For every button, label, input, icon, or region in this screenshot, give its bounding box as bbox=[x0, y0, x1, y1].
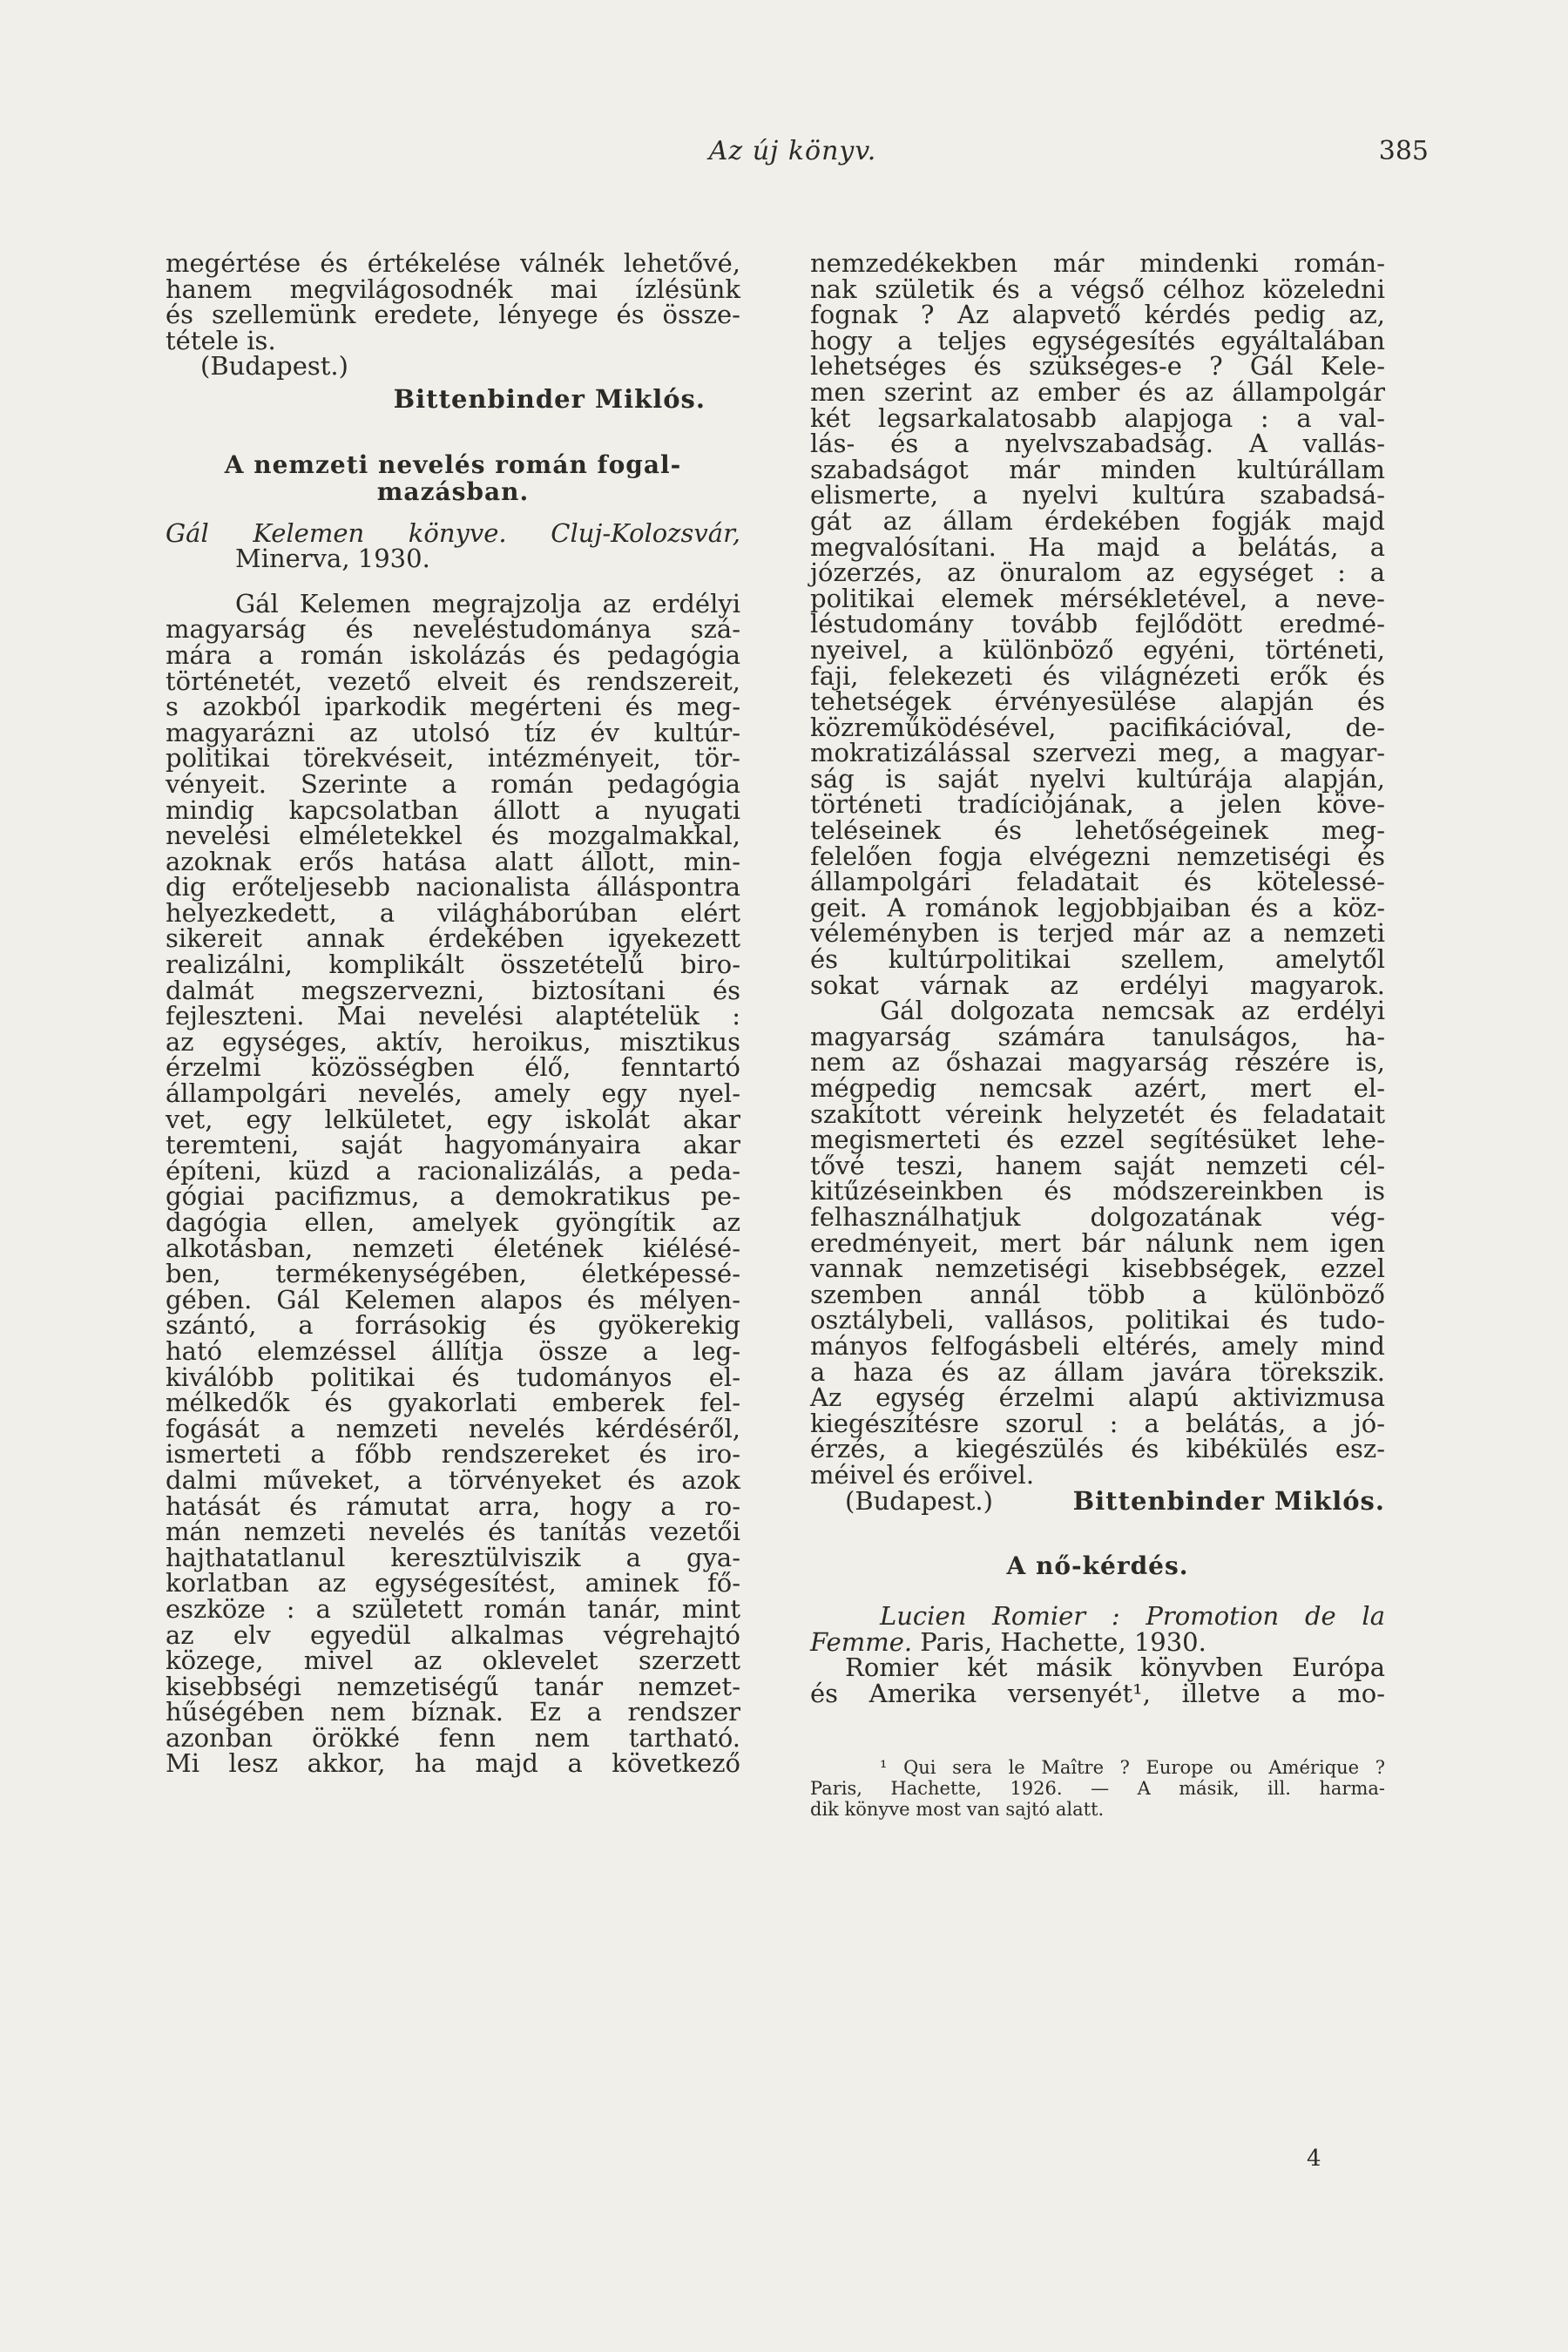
text-line: politikai törekvéseit, intézményeit, tör- bbox=[166, 743, 740, 774]
text-line: véleményben is terjed már az a nemzeti bbox=[810, 918, 1385, 949]
section-title-line: A nemzeti nevelés román fogal- bbox=[224, 449, 682, 479]
source-line: Gál Kelemen könyve. Cluj-Kolozsvár, bbox=[166, 517, 740, 548]
text-line: történetét, vezető elveit és rendszereit, bbox=[166, 666, 740, 696]
signature-line bbox=[810, 1485, 1385, 1516]
text-line: nem az őshazai magyarság részére is, bbox=[810, 1047, 1385, 1078]
text-line: faji, felekezeti és világnézeti erők és bbox=[810, 660, 1385, 691]
text-line: fogását a nemzeti nevelés kérdéséről, bbox=[166, 1413, 740, 1443]
text-line: mán nemzeti nevelés és tanítás vezetői bbox=[166, 1517, 740, 1547]
text-line: azonban örökké fenn nem tartható. bbox=[166, 1722, 740, 1753]
text-line: kitűzéseinkben és módszereinkben is bbox=[810, 1176, 1385, 1206]
footnote bbox=[810, 1757, 1385, 1820]
text-line: mokratizálással szervezi meg, a magyar- bbox=[810, 738, 1385, 768]
text-line: nyeivel, a különböző egyéni, történeti, bbox=[810, 634, 1385, 665]
running-title: Az új könyv. bbox=[708, 136, 877, 166]
text-line: állampolgári nevelés, amely egy nyel- bbox=[166, 1078, 740, 1109]
text-line: tővé teszi, hanem saját nemzeti cél- bbox=[810, 1150, 1385, 1180]
text-line: közreműködésével, pacifikációval, de- bbox=[810, 712, 1385, 742]
text-line: nevelési elméletekkel és mozgalmakkal, bbox=[166, 821, 740, 851]
text-line: mára a román iskolázás és pedagógia bbox=[166, 639, 740, 670]
text-line: fognak ? Az alapvető kérdés pedig az, bbox=[810, 300, 1385, 330]
text-line: dalmát megszervezni, biztosítani és bbox=[166, 975, 740, 1005]
source-publisher: Paris, Hachette, 1930. bbox=[920, 1626, 1206, 1657]
text-line: fejleszteni. Mai nevelési alaptételük : bbox=[166, 1001, 740, 1031]
text-line: két legsarkalatosabb alapjoga : a val- bbox=[810, 402, 1385, 433]
text-line: magyarázni az utolsó tíz év kultúr- bbox=[166, 717, 740, 747]
text-line: szakított véreink helyzetét és feladatait bbox=[810, 1098, 1385, 1129]
text-line: helyezkedett, a világháborúban elért bbox=[166, 897, 740, 928]
left-column bbox=[166, 248, 740, 1779]
reviewer-signature: Bittenbinder Miklós. bbox=[393, 383, 706, 414]
source-line: Minerva, 1930. bbox=[235, 544, 430, 574]
text-line: s azokból iparkodik megérteni és meg- bbox=[166, 692, 740, 722]
text-line: ható elemzéssel állítja össze a leg- bbox=[166, 1335, 740, 1366]
text-line: ság is saját nyelvi kultúrája alapján, bbox=[810, 763, 1385, 794]
text-line: Mi lesz akkor, ha majd a következő bbox=[166, 1748, 740, 1779]
text-line: dig erőteljesebb nacionalista álláspontra bbox=[166, 872, 740, 902]
printer-signature-mark: 4 bbox=[1307, 2146, 1321, 2172]
review-body bbox=[166, 588, 740, 1779]
footnote-line: dik könyve most van sajtó alatt. bbox=[810, 1799, 1105, 1821]
text-line: hajthatatlanul keresztülviszik a gya- bbox=[166, 1542, 740, 1572]
text-line: léstudomány tovább fejlődött eredmé- bbox=[810, 609, 1385, 639]
right-column bbox=[810, 248, 1385, 1821]
text-line: ben, termékenységében, életképessé- bbox=[166, 1259, 740, 1289]
text-line: magyarság számára tanulságos, ha- bbox=[810, 1021, 1385, 1051]
text-line: a haza és az állam javára törekszik. bbox=[810, 1356, 1385, 1387]
text-line: tehetségek érvényesülése alapján és bbox=[810, 686, 1385, 717]
text-line: megvalósítani. Ha majd a belátás, a bbox=[810, 531, 1385, 562]
text-line: történeti tradíciójának, a jelen köve- bbox=[810, 789, 1385, 820]
section-title-line: mazásban. bbox=[376, 476, 530, 506]
text-line: Gál Kelemen megrajzolja az erdélyi bbox=[235, 588, 740, 618]
text-line: hűségében nem bíznak. Ez a rendszer bbox=[166, 1697, 740, 1727]
text-line: megismerteti és ezzel segítésüket lehe- bbox=[810, 1125, 1385, 1155]
place-note: (Budapest.) bbox=[200, 351, 348, 382]
text-line: Az egység érzelmi alapú aktivizmusa bbox=[810, 1382, 1385, 1413]
text-line: lehetséges és szükséges-e ? Gál Kele- bbox=[810, 351, 1385, 382]
text-line: és Amerika versenyét¹, illetve a mo- bbox=[810, 1678, 1385, 1708]
text-line: nak születik és a végső célhoz közeledni bbox=[810, 274, 1385, 304]
reviewer-signature: Bittenbinder Miklós. bbox=[1072, 1485, 1385, 1516]
text-line: mindig kapcsolatban állott a nyugati bbox=[166, 794, 740, 825]
place-note: (Budapest.) bbox=[845, 1485, 993, 1516]
text-line: dalmi műveket, a törvényeket és azok bbox=[166, 1464, 740, 1495]
text-line: hanem megvilágosodnék mai ízlésünk bbox=[166, 274, 740, 304]
text-line: közege, mivel az oklevelet szerzett bbox=[166, 1646, 740, 1676]
text-line: nemzedékekben már mindenki román- bbox=[810, 248, 1385, 278]
text-line: megértése és értékelése válnék lehetővé, bbox=[166, 248, 740, 278]
text-line: lás- és a nyelvszabadság. A vallás- bbox=[810, 429, 1385, 459]
text-line: hatását és rámutat arra, hogy a ro- bbox=[166, 1490, 740, 1521]
text-line: geit. A románok legjobbjaiban és a köz- bbox=[810, 892, 1385, 923]
text-line: azoknak erős hatása alatt állott, min- bbox=[166, 846, 740, 876]
text-line: teremteni, saját hagyományaira akar bbox=[166, 1130, 740, 1160]
text-line: korlatban az egységesítést, aminek fő- bbox=[166, 1568, 740, 1598]
footnote-line: ¹ Qui sera le Maître ? Europe ou Amérique ? bbox=[880, 1757, 1385, 1779]
text-line: magyarság és neveléstudománya szá- bbox=[166, 614, 740, 645]
footnote-line: Paris, Hachette, 1926. — A másik, ill. harma- bbox=[810, 1778, 1385, 1800]
text-line: kiegészítésre szorul : a belátás, a jó- bbox=[810, 1408, 1385, 1438]
text-line: osztálybeli, vallásos, politikai és tudo- bbox=[810, 1305, 1385, 1335]
text-line: állampolgári feladatait és kötelessé- bbox=[810, 867, 1385, 897]
text-line: kisebbségi nemzetiségű tanár nemzet- bbox=[166, 1671, 740, 1701]
text-line: és kultúrpolitikai szellem, amelytől bbox=[810, 944, 1385, 975]
text-line: szemben annál több a különböző bbox=[810, 1279, 1385, 1309]
text-line: szabadságot már minden kultúrállam bbox=[810, 454, 1385, 484]
review-body-continued bbox=[810, 248, 1385, 1490]
opening-paragraph bbox=[166, 248, 740, 355]
text-line: sokat várnak az erdélyi magyarok. bbox=[810, 970, 1385, 1000]
source-line bbox=[810, 1626, 1385, 1657]
text-line: eredményeit, mert bár nálunk nem igen bbox=[810, 1227, 1385, 1258]
text-line: felhasználhatjuk dolgozatának vég- bbox=[810, 1201, 1385, 1232]
text-line: vet, egy lelkületet, egy iskolát akar bbox=[166, 1104, 740, 1134]
text-line: mélkedők és gyakorlati emberek fel- bbox=[166, 1388, 740, 1418]
text-line: vényeit. Szerinte a román pedagógia bbox=[166, 768, 740, 799]
book-source bbox=[166, 517, 740, 574]
text-line: alkotásban, nemzeti életének kiélésé- bbox=[166, 1233, 740, 1263]
text-line: elismerte, a nyelvi kultúra szabadsá- bbox=[810, 480, 1385, 510]
text-line: mégpedig nemcsak azért, mert el- bbox=[810, 1073, 1385, 1103]
section-title: A nő-kérdés. bbox=[1006, 1551, 1189, 1581]
book-source bbox=[810, 1601, 1385, 1708]
text-line: az egységes, aktív, heroikus, misztikus bbox=[166, 1026, 740, 1057]
text-line: felelően fogja elvégezni nemzetiségi és bbox=[810, 841, 1385, 871]
text-line: dagógia ellen, amelyek gyöngítik az bbox=[166, 1207, 740, 1237]
text-line: ismerteti a főbb rendszereket és iro- bbox=[166, 1439, 740, 1470]
page-number: 385 bbox=[1378, 136, 1429, 166]
text-line: józerzés, az önuralom az egységet : a bbox=[810, 558, 1385, 588]
text-line: realizálni, komplikált összetételű biro- bbox=[166, 950, 740, 980]
source-title-tail: Femme. bbox=[810, 1626, 913, 1657]
text-line: gát az állam érdekében fogják majd bbox=[810, 505, 1385, 536]
text-line: mányos felfogásbeli eltérés, amely mind bbox=[810, 1330, 1385, 1361]
text-line: eszköze : a született román tanár, mint bbox=[166, 1593, 740, 1624]
source-line: Lucien Romier : Promotion de la bbox=[880, 1601, 1385, 1632]
text-line: érzelmi közösségben élő, fenntartó bbox=[166, 1052, 740, 1083]
section-title bbox=[166, 451, 740, 505]
text-line: Gál dolgozata nemcsak az erdélyi bbox=[880, 996, 1385, 1026]
text-line: szántó, a forrásokig és gyökerekig bbox=[166, 1310, 740, 1341]
text-line: tétele is. bbox=[166, 325, 276, 355]
text-line: méivel és erőivel. bbox=[810, 1459, 1035, 1490]
text-line: vannak nemzetiségi kisebbségek, ezzel bbox=[810, 1254, 1385, 1284]
text-line: sikereit annak érdekében igyekezett bbox=[166, 923, 740, 954]
text-line: politikai elemek mérsékletével, a neve- bbox=[810, 583, 1385, 613]
text-line: gében. Gál Kelemen alapos és mélyen- bbox=[166, 1284, 740, 1315]
text-line: gógiai pacifizmus, a demokratikus pe- bbox=[166, 1181, 740, 1212]
text-line: Romier két másik könyvben Európa bbox=[845, 1652, 1385, 1683]
text-line: men szerint az ember és az állampolgár bbox=[810, 376, 1385, 407]
text-line: és szellemünk eredete, lényege és össze- bbox=[166, 300, 740, 330]
text-line: kiválóbb politikai és tudományos el- bbox=[166, 1362, 740, 1392]
text-line: hogy a teljes egységesítés egyáltalában bbox=[810, 325, 1385, 355]
text-line: teléseinek és lehetőségeinek meg- bbox=[810, 815, 1385, 846]
text-line: érzés, a kiegészülés és kibékülés esz- bbox=[810, 1434, 1385, 1464]
text-line: az elv egyedül alkalmas végrehajtó bbox=[166, 1619, 740, 1650]
text-line: építeni, küzd a racionalizálás, a peda- bbox=[166, 1155, 740, 1186]
